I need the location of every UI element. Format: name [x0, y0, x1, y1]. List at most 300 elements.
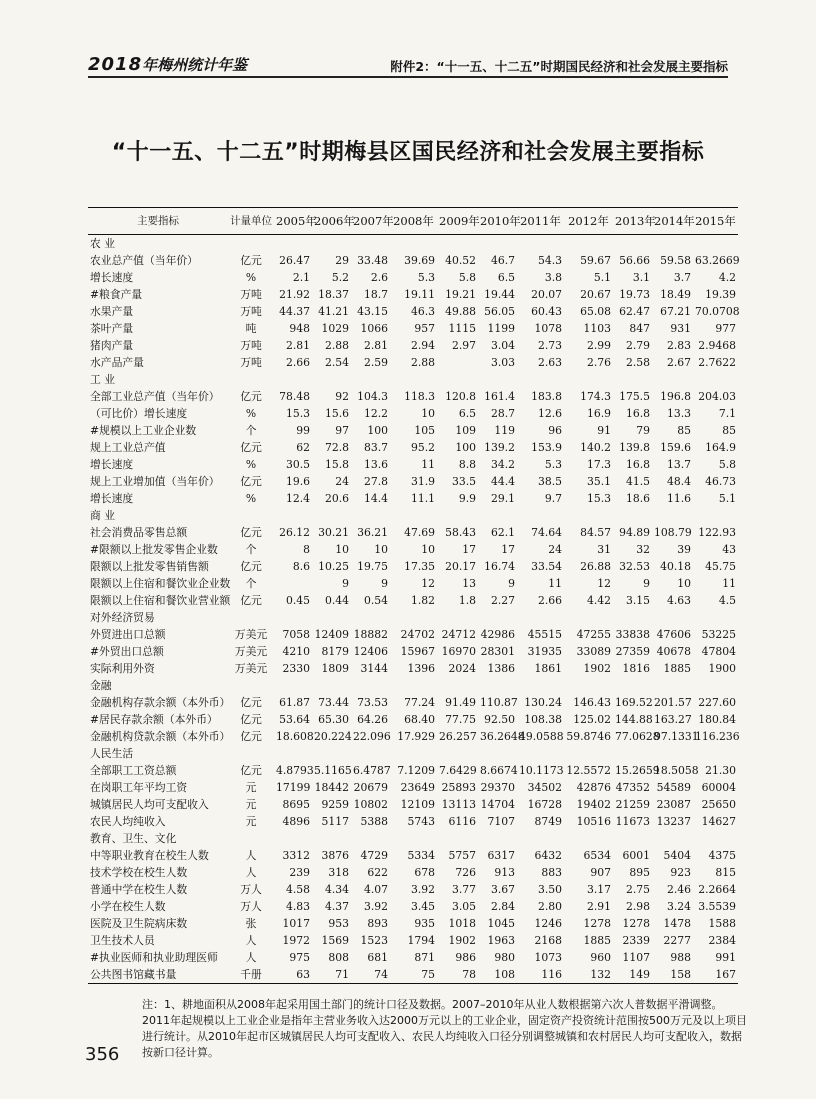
- value-cell: 4.42: [586, 594, 611, 607]
- value-cell: 2.46: [666, 883, 691, 896]
- value-cell: 1588: [708, 917, 736, 930]
- value-cell: 923: [670, 866, 691, 879]
- value-cell: 67.21: [660, 305, 691, 318]
- value-cell: 907: [590, 866, 611, 879]
- table-row: [88, 813, 738, 830]
- value-cell: 33.5: [451, 475, 476, 488]
- value-cell: 64.26: [357, 713, 388, 726]
- value-cell: 318: [328, 866, 349, 879]
- value-cell: 54589: [656, 781, 691, 794]
- value-cell: 12.5572: [566, 764, 611, 777]
- value-cell: 7107: [487, 815, 515, 828]
- indicator-name: #粮食产量: [90, 288, 143, 301]
- column-header: 计量单位: [228, 208, 274, 235]
- value-cell: 3.45: [410, 900, 435, 913]
- value-cell: 11: [421, 458, 435, 471]
- value-cell: 975: [289, 951, 310, 964]
- value-cell: 31: [597, 543, 611, 556]
- value-cell: 8: [303, 543, 310, 556]
- value-cell: 23087: [656, 798, 691, 811]
- value-cell: 2384: [708, 934, 736, 947]
- value-cell: 10: [421, 407, 435, 420]
- indicator-name: 公共图书馆藏书量: [88, 966, 228, 984]
- value-cell: 9: [643, 577, 650, 590]
- value-cell: 77.75: [445, 713, 476, 726]
- value-cell: 960: [590, 951, 611, 964]
- value-cell: 83.7: [363, 441, 388, 454]
- value-cell: 16.8: [625, 407, 650, 420]
- indicator-name: 外贸进出口总额: [90, 628, 166, 641]
- yearbook-year: 2018: [88, 54, 143, 75]
- value-cell: 1103: [583, 322, 611, 335]
- value-cell: 34502: [527, 781, 562, 794]
- value-cell: 3.5539: [698, 900, 736, 913]
- indicator-name: 金融机构存款余额（本外币）: [90, 696, 231, 709]
- unit-cell: 亿元: [240, 441, 262, 454]
- indicator-name: 社会消费品零售总额: [90, 526, 188, 539]
- value-cell: [274, 575, 312, 592]
- value-cell: 158: [652, 966, 693, 984]
- value-cell: 2.66: [537, 594, 562, 607]
- value-cell: 239: [289, 866, 310, 879]
- value-cell: 78.48: [279, 390, 310, 403]
- value-cell: 4.34: [324, 883, 349, 896]
- value-cell: 32: [636, 543, 650, 556]
- value-cell: 2277: [663, 934, 691, 947]
- value-cell: 29370: [480, 781, 515, 794]
- indicator-name: 猪肉产量: [90, 339, 134, 352]
- value-cell: 29: [335, 254, 349, 267]
- value-cell: 6116: [448, 815, 476, 828]
- unit-cell: 亿元: [240, 475, 262, 488]
- value-cell: 2.58: [625, 356, 650, 369]
- value-cell: 1278: [622, 917, 650, 930]
- table-row: [88, 490, 738, 507]
- value-cell: 2.80: [537, 900, 562, 913]
- unit-cell: %: [245, 271, 257, 284]
- value-cell: 986: [455, 951, 476, 964]
- unit-cell: 万吨: [240, 339, 262, 352]
- value-cell: 180.84: [698, 713, 736, 726]
- value-cell: 7.1: [718, 407, 736, 420]
- indicator-name: 规上工业增加值（当年价）: [90, 475, 220, 488]
- value-cell: 8.8: [458, 458, 476, 471]
- unit-cell: 万美元: [234, 662, 268, 675]
- value-cell: 120.8: [445, 390, 476, 403]
- value-cell: 13237: [656, 815, 691, 828]
- value-cell: 16.9: [586, 407, 611, 420]
- indicator-name: 增长速度: [90, 458, 134, 471]
- value-cell: 10: [374, 543, 388, 556]
- value-cell: 130.24: [524, 696, 562, 709]
- indicator-name: 农业总产值（当年价）: [90, 254, 198, 267]
- unit-cell: 人: [245, 849, 257, 862]
- value-cell: 2.81: [285, 339, 310, 352]
- value-cell: 3.04: [490, 339, 515, 352]
- value-cell: 5757: [448, 849, 476, 862]
- value-cell: 60.43: [531, 305, 562, 318]
- unit-cell: 元: [245, 781, 257, 794]
- value-cell: 815: [715, 866, 736, 879]
- value-cell: 15967: [400, 645, 435, 658]
- value-cell: 2.81: [363, 339, 388, 352]
- value-cell: 58.43: [445, 526, 476, 539]
- unit-cell: 亿元: [240, 526, 262, 539]
- indicators-table: [88, 207, 738, 984]
- value-cell: 26.257: [439, 730, 477, 743]
- unit-cell: 人: [245, 866, 257, 879]
- value-cell: 139.2: [484, 441, 515, 454]
- value-cell: 4.07: [363, 883, 388, 896]
- indicator-name: #执业医师和执业助理医师: [90, 951, 218, 964]
- value-cell: 18.7: [363, 288, 388, 301]
- value-cell: 68.40: [404, 713, 435, 726]
- value-cell: 5.1165: [314, 764, 352, 777]
- value-cell: 59.67: [580, 254, 611, 267]
- value-cell: 85: [677, 424, 691, 437]
- section-row: [88, 609, 738, 626]
- value-cell: 3.05: [451, 900, 476, 913]
- value-cell: 1963: [487, 934, 515, 947]
- table-row: [88, 728, 738, 745]
- table-row: [88, 932, 738, 949]
- section-title: 附件2：“十一五、十二五”时期国民经济和社会发展主要指标: [390, 59, 728, 74]
- value-cell: 94.89: [619, 526, 650, 539]
- value-cell: 11673: [615, 815, 650, 828]
- value-cell: 1018: [448, 917, 476, 930]
- unit-cell: %: [245, 458, 257, 471]
- value-cell: 33838: [615, 628, 650, 641]
- value-cell: 26.47: [279, 254, 310, 267]
- value-cell: 39: [677, 543, 691, 556]
- value-cell: 10.25: [318, 560, 349, 573]
- section-label: 教育、卫生、文化: [90, 832, 177, 845]
- value-cell: 15.8: [324, 458, 349, 471]
- value-cell: 977: [715, 322, 736, 335]
- value-cell: 6432: [534, 849, 562, 862]
- unit-cell: 亿元: [240, 713, 262, 726]
- footnote: 注：1、耕地面积从2008年起采用国土部门的统计口径及数据。2007–2010年从业人数根据第六次人普数据平滑调整。2011年起规模以上工业企业是指年主营业务收入达2000万元以上的工业企业，固定资产投资统计范围按500万元及以上项目进行统计。从2010年起市区城镇居民人均可支配收入、农民人均纯收入口径分别调整城镇和农村居民人均可支配收入，数据按新口径计算。: [142, 998, 747, 1059]
- value-cell: 63.2669: [695, 254, 740, 267]
- value-cell: 9.9: [458, 492, 476, 505]
- value-cell: 13.6: [363, 458, 388, 471]
- value-cell: 35.1: [586, 475, 611, 488]
- table-row: [88, 592, 738, 609]
- value-cell: 20.6: [324, 492, 349, 505]
- value-cell: 26.88: [580, 560, 611, 573]
- table-row: [88, 966, 738, 984]
- value-cell: 44.4: [490, 475, 515, 488]
- value-cell: 16970: [441, 645, 476, 658]
- value-cell: 40678: [656, 645, 691, 658]
- value-cell: 0.45: [285, 594, 310, 607]
- value-cell: 91: [597, 424, 611, 437]
- value-cell: 1017: [282, 917, 310, 930]
- value-cell: 12109: [400, 798, 435, 811]
- value-cell: 42986: [480, 628, 515, 641]
- column-header: 2011年: [517, 208, 564, 235]
- value-cell: 97.1331: [654, 730, 699, 743]
- indicator-name: 限额以上批发零售销售额: [90, 560, 209, 573]
- value-cell: 10.1173: [519, 764, 564, 777]
- value-cell: 99: [296, 424, 310, 437]
- indicator-name: 在岗职工年平均工资: [90, 781, 188, 794]
- table-row: [88, 252, 738, 269]
- value-cell: 2.73: [537, 339, 562, 352]
- value-cell: 104.3: [357, 390, 388, 403]
- value-cell: 12: [597, 577, 611, 590]
- value-cell: 169.52: [615, 696, 653, 709]
- unit-cell: 张: [245, 917, 257, 930]
- unit-cell: 千册: [228, 966, 274, 984]
- value-cell: 15.3: [285, 407, 310, 420]
- value-cell: 118.3: [404, 390, 435, 403]
- indicator-name: 普通中学在校生人数: [90, 883, 188, 896]
- value-cell: 3.92: [363, 900, 388, 913]
- value-cell: 19.44: [484, 288, 515, 301]
- table-row: [88, 388, 738, 405]
- value-cell: 62.1: [490, 526, 515, 539]
- unit-cell: 万吨: [240, 356, 262, 369]
- column-header: 2008年: [390, 208, 437, 235]
- value-cell: 19.21: [445, 288, 476, 301]
- value-cell: 174.3: [580, 390, 611, 403]
- value-cell: 3.67: [490, 883, 515, 896]
- value-cell: 4.83: [285, 900, 310, 913]
- table-row: [88, 711, 738, 728]
- value-cell: 47352: [615, 781, 650, 794]
- value-cell: 139.8: [619, 441, 650, 454]
- value-cell: 2.1: [292, 271, 310, 284]
- value-cell: 871: [414, 951, 435, 964]
- value-cell: 9: [342, 577, 349, 590]
- value-cell: 122.93: [698, 526, 736, 539]
- value-cell: 12409: [314, 628, 349, 641]
- unit-cell: 人: [245, 951, 257, 964]
- value-cell: 953: [328, 917, 349, 930]
- value-cell: 33089: [576, 645, 611, 658]
- value-cell: 108.38: [524, 713, 562, 726]
- column-header: 2007年: [351, 208, 390, 235]
- indicator-name: 增长速度: [90, 271, 134, 284]
- table-row: [88, 456, 738, 473]
- value-cell: 74.64: [531, 526, 562, 539]
- value-cell: 49.0588: [519, 730, 564, 743]
- indicator-name: 城镇居民人均可支配收入: [90, 798, 209, 811]
- table-row: [88, 762, 738, 779]
- value-cell: 77.24: [404, 696, 435, 709]
- value-cell: 1073: [534, 951, 562, 964]
- value-cell: 1066: [360, 322, 388, 335]
- section-label: 对外经济贸易: [90, 611, 155, 624]
- value-cell: 4.37: [324, 900, 349, 913]
- value-cell: 19.73: [619, 288, 650, 301]
- value-cell: 2.84: [490, 900, 515, 913]
- value-cell: 1900: [708, 662, 736, 675]
- value-cell: 1885: [663, 662, 691, 675]
- value-cell: 2168: [534, 934, 562, 947]
- value-cell: 39.69: [404, 254, 435, 267]
- value-cell: 991: [715, 951, 736, 964]
- value-cell: 7.6429: [439, 764, 477, 777]
- value-cell: 65.30: [318, 713, 349, 726]
- value-cell: 48.4: [666, 475, 691, 488]
- value-cell: 24702: [400, 628, 435, 641]
- section-row: [88, 371, 738, 388]
- value-cell: 12: [421, 577, 435, 590]
- value-cell: 6317: [487, 849, 515, 862]
- value-cell: 29.1: [490, 492, 515, 505]
- value-cell: 74: [351, 966, 390, 984]
- value-cell: 163.27: [654, 713, 692, 726]
- indicator-name: #居民存款余额（本外币）: [90, 713, 218, 726]
- value-cell: 2330: [282, 662, 310, 675]
- value-cell: 175.5: [619, 390, 650, 403]
- indicator-name: 农民人均纯收入: [90, 815, 166, 828]
- value-cell: 2024: [448, 662, 476, 675]
- section-row: [88, 507, 738, 524]
- value-cell: 23649: [400, 781, 435, 794]
- value-cell: 2.54: [324, 356, 349, 369]
- value-cell: 5388: [360, 815, 388, 828]
- value-cell: 2.94: [410, 339, 435, 352]
- value-cell: 63: [274, 966, 312, 984]
- value-cell: 21.92: [279, 288, 310, 301]
- table-body: [88, 235, 738, 984]
- value-cell: 41.5: [625, 475, 650, 488]
- unit-cell: 亿元: [240, 594, 262, 607]
- value-cell: 65.08: [580, 305, 611, 318]
- value-cell: 31935: [527, 645, 562, 658]
- value-cell: 44.37: [279, 305, 310, 318]
- yearbook-name: 年梅州统计年鉴: [142, 56, 248, 74]
- value-cell: 36.2648: [480, 730, 525, 743]
- value-cell: 59.8746: [566, 730, 611, 743]
- unit-cell: 元: [245, 798, 257, 811]
- table-row: [88, 881, 738, 898]
- value-cell: 110.87: [480, 696, 518, 709]
- value-cell: 19.39: [705, 288, 736, 301]
- value-cell: 5.1: [718, 492, 736, 505]
- value-cell: 913: [494, 866, 515, 879]
- value-cell: 45.75: [705, 560, 736, 573]
- value-cell: 1809: [321, 662, 349, 675]
- value-cell: 1885: [583, 934, 611, 947]
- value-cell: 119: [494, 424, 515, 437]
- value-cell: 1246: [534, 917, 562, 930]
- value-cell: 43.15: [357, 305, 388, 318]
- value-cell: 0.54: [363, 594, 388, 607]
- unit-cell: %: [245, 492, 257, 505]
- value-cell: 42876: [576, 781, 611, 794]
- yearbook-title: [88, 54, 247, 75]
- section-row: [88, 830, 738, 847]
- value-cell: 726: [455, 866, 476, 879]
- value-cell: 3.8: [544, 271, 562, 284]
- value-cell: 24: [335, 475, 349, 488]
- table-row: [88, 915, 738, 932]
- value-cell: 2.2664: [698, 883, 736, 896]
- value-cell: 38.5: [537, 475, 562, 488]
- column-header: 2009年: [437, 208, 478, 235]
- value-cell: 2.66: [285, 356, 310, 369]
- value-cell: 22.096: [353, 730, 391, 743]
- value-cell: 681: [367, 951, 388, 964]
- unit-cell: 亿元: [240, 254, 262, 267]
- value-cell: 108: [478, 966, 517, 984]
- table-row: [88, 320, 738, 337]
- value-cell: 1199: [487, 322, 515, 335]
- value-cell: 2.76: [586, 356, 611, 369]
- value-cell: 678: [414, 866, 435, 879]
- value-cell: 2.59: [363, 356, 388, 369]
- value-cell: 153.9: [531, 441, 562, 454]
- section-row: [88, 235, 738, 253]
- value-cell: 3.1: [632, 271, 650, 284]
- value-cell: 49.88: [445, 305, 476, 318]
- section-label: 工 业: [90, 373, 116, 386]
- value-cell: 14627: [701, 815, 736, 828]
- value-cell: 5404: [663, 849, 691, 862]
- value-cell: 54.3: [537, 254, 562, 267]
- value-cell: 1386: [487, 662, 515, 675]
- value-cell: 33.54: [531, 560, 562, 573]
- value-cell: 92.50: [484, 713, 515, 726]
- column-header: 2006年: [312, 208, 351, 235]
- value-cell: 17.35: [404, 560, 435, 573]
- value-cell: 47804: [701, 645, 736, 658]
- value-cell: 132: [564, 966, 613, 984]
- value-cell: 62: [296, 441, 310, 454]
- value-cell: 40.18: [660, 560, 691, 573]
- value-cell: 4.58: [285, 883, 310, 896]
- value-cell: 41.21: [318, 305, 349, 318]
- column-header: 2010年: [478, 208, 517, 235]
- value-cell: 46.7: [490, 254, 515, 267]
- value-cell: 70.0708: [695, 305, 740, 318]
- value-cell: 1523: [360, 934, 388, 947]
- value-cell: 6.4787: [353, 764, 391, 777]
- indicator-name: #规模以上工业企业数: [90, 424, 197, 437]
- value-cell: 24712: [441, 628, 476, 641]
- indicator-name: 医院及卫生院病床数: [90, 917, 188, 930]
- value-cell: 10: [677, 577, 691, 590]
- indicator-name: 茶叶产量: [90, 322, 134, 335]
- value-cell: 25893: [441, 781, 476, 794]
- section-label: 商 业: [90, 509, 116, 522]
- unit-cell: 万人: [240, 900, 262, 913]
- indicator-name: 规上工业总产值: [90, 441, 166, 454]
- value-cell: 4.8793: [276, 764, 314, 777]
- value-cell: 116: [517, 966, 564, 984]
- value-cell: 1029: [321, 322, 349, 335]
- indicator-name: #限额以上批发零售企业数: [90, 543, 218, 556]
- value-cell: 20.17: [445, 560, 476, 573]
- value-cell: 6534: [583, 849, 611, 862]
- indicator-name: 限额以上住宿和餐饮业企业数: [90, 577, 231, 590]
- page-title: “十一五、十二五”时期梅县区国民经济和社会发展主要指标: [111, 140, 705, 165]
- table-row: [88, 694, 738, 711]
- value-cell: 17: [501, 543, 515, 556]
- value-cell: 19.6: [285, 475, 310, 488]
- value-cell: 3.24: [666, 900, 691, 913]
- table-row: [88, 660, 738, 677]
- value-cell: 5.8: [458, 271, 476, 284]
- value-cell: 3312: [282, 849, 310, 862]
- value-cell: 808: [328, 951, 349, 964]
- value-cell: 62.47: [619, 305, 650, 318]
- value-cell: 14704: [480, 798, 515, 811]
